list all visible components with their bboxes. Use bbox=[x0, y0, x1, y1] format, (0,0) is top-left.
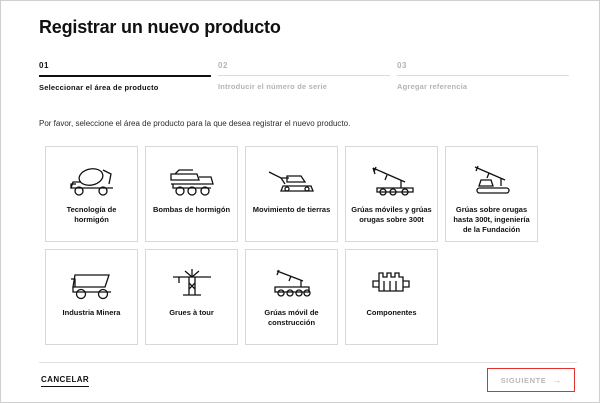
step-1[interactable] bbox=[39, 61, 218, 92]
construction-crane-icon bbox=[265, 264, 319, 304]
concrete-mixer-truck-icon bbox=[65, 161, 119, 201]
product-card-label: Movimiento de tierras bbox=[252, 205, 331, 214]
crawler-crane-icon bbox=[465, 161, 519, 201]
arrow-right-icon: → bbox=[552, 374, 562, 385]
tower-crane-icon bbox=[165, 264, 219, 304]
product-card-label: Grúas sobre orugas hasta 300t, ingeniería de la Fundación bbox=[453, 205, 530, 235]
product-card-label: Componentes bbox=[366, 308, 417, 317]
wizard-stepper bbox=[39, 61, 577, 92]
step-1-number: 01 bbox=[39, 61, 49, 70]
product-card-label: Grues à tour bbox=[169, 308, 214, 317]
step-3[interactable] bbox=[397, 61, 576, 92]
concrete-pump-truck-icon bbox=[165, 161, 219, 201]
product-card-earthmoving[interactable] bbox=[245, 146, 338, 242]
instruction-text: Por favor, seleccione el área de producto para la que desea registrar el nuevo producto. bbox=[39, 119, 351, 128]
mining-dump-truck-icon bbox=[65, 264, 119, 304]
step-1-label: Seleccionar el área de producto bbox=[39, 83, 159, 92]
footer-divider bbox=[39, 362, 577, 363]
product-card-components[interactable] bbox=[345, 249, 438, 345]
step-2-label: Introducir el número de serie bbox=[218, 82, 328, 91]
product-card-label: Grúas móviles y grúas orugas sobre 300t bbox=[351, 205, 432, 225]
product-card-label: Industria Minera bbox=[62, 308, 121, 317]
step-1-rule bbox=[39, 75, 211, 77]
product-card-tower-cranes[interactable] bbox=[145, 249, 238, 345]
next-button[interactable] bbox=[487, 368, 575, 392]
product-card-concrete-pumps[interactable] bbox=[145, 146, 238, 242]
product-card-concrete-technology[interactable] bbox=[45, 146, 138, 242]
cancel-button[interactable]: CANCELAR bbox=[41, 375, 89, 387]
product-area-grid bbox=[45, 146, 559, 345]
excavator-icon bbox=[265, 161, 319, 201]
step-3-rule bbox=[397, 75, 569, 76]
next-button-label: SIGUIENTE bbox=[500, 375, 547, 385]
product-card-label: Grúas móvil de construcción bbox=[264, 308, 319, 328]
step-2-rule bbox=[218, 75, 390, 76]
product-card-label: Bombas de hormigón bbox=[152, 205, 231, 214]
product-card-mobile-crawler-cranes-over-300t[interactable] bbox=[345, 146, 438, 242]
product-card-mining-industry[interactable] bbox=[45, 249, 138, 345]
page-title: Registrar un nuevo producto bbox=[39, 17, 281, 37]
step-3-label: Agregar referencia bbox=[397, 82, 468, 91]
step-2-number: 02 bbox=[218, 61, 228, 70]
step-3-number: 03 bbox=[397, 61, 407, 70]
product-card-label: Tecnología de hormigón bbox=[66, 205, 117, 225]
engine-component-icon bbox=[365, 264, 419, 304]
product-card-construction-mobile-cranes[interactable] bbox=[245, 249, 338, 345]
product-card-crawler-cranes-up-to-300t[interactable] bbox=[445, 146, 538, 242]
mobile-crane-icon bbox=[365, 161, 419, 201]
step-2[interactable] bbox=[218, 61, 397, 92]
